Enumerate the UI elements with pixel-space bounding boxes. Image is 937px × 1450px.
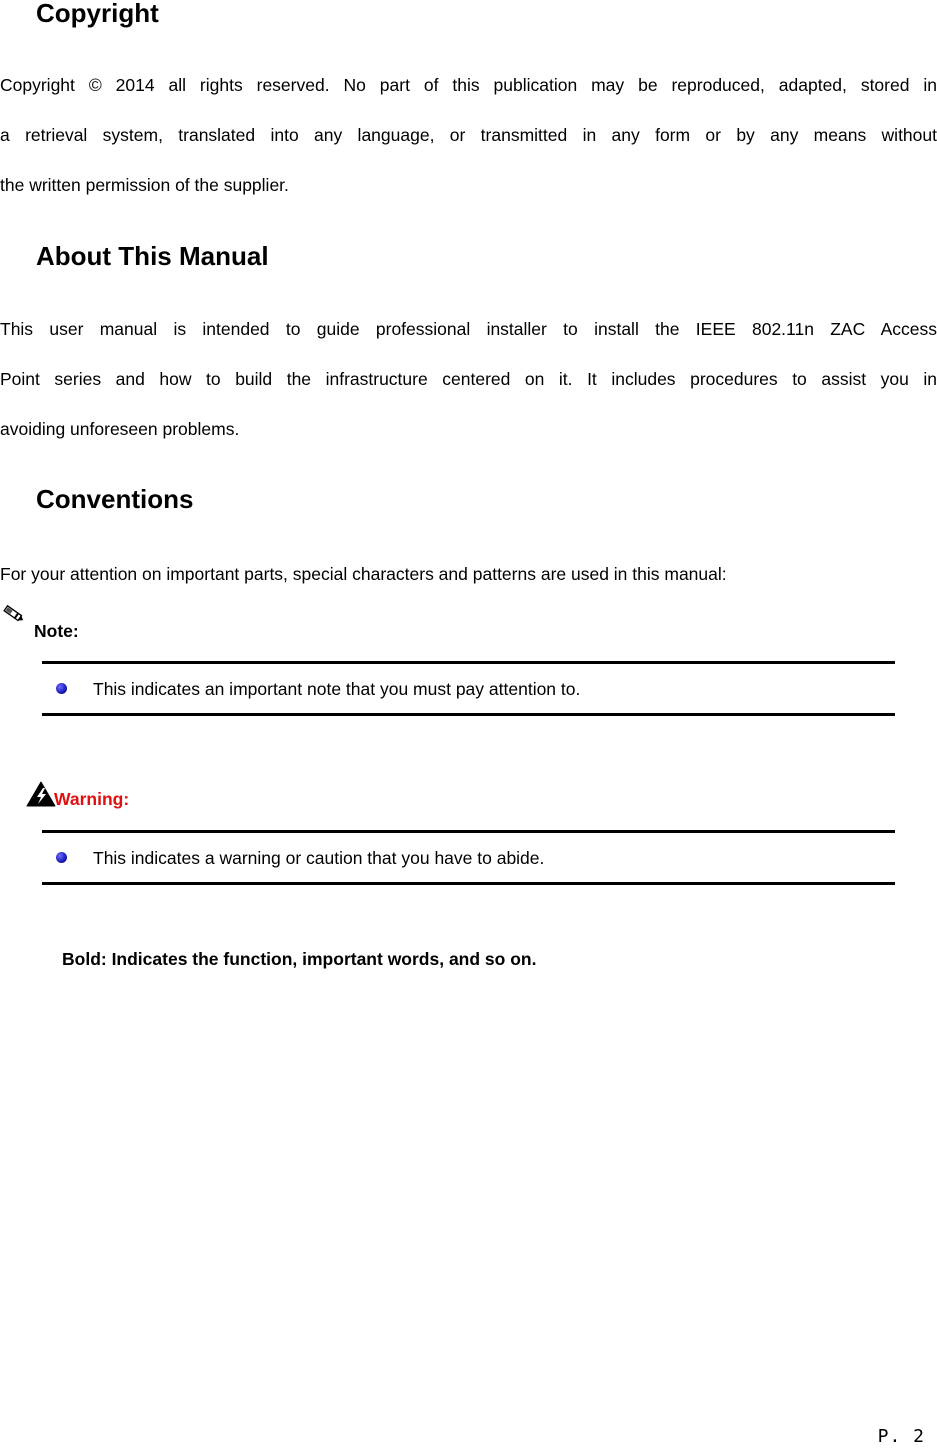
note-label: Note:	[34, 621, 79, 641]
bullet-icon	[56, 683, 67, 694]
bold-convention-note: Bold: Indicates the function, important words, and so on.	[62, 949, 537, 969]
about-heading: About This Manual	[36, 241, 269, 271]
note-box	[42, 661, 895, 716]
warning-text: This indicates a warning or caution that you have to abide.	[93, 848, 545, 868]
bullet-icon	[56, 852, 67, 863]
warning-box	[42, 830, 895, 885]
about-paragraph	[0, 304, 937, 454]
page-number: P. 2	[877, 1426, 925, 1447]
note-text: This indicates an important note that you must pay attention to.	[93, 679, 581, 699]
warning-label: Warning:	[54, 789, 130, 809]
about-line-2: Point series and how to build the infrastructure centered on it. It includes procedures to assist you in	[0, 369, 937, 389]
copyright-line-2: a retrieval system, translated into any language, or transmitted in any form or by any means without	[0, 125, 937, 145]
conventions-intro-text: For your attention on important parts, special characters and patterns are used in this manual:	[0, 564, 727, 584]
about-line-3: avoiding unforeseen problems.	[0, 419, 240, 439]
pencil-icon	[2, 603, 26, 625]
copyright-line-3: the written permission of the supplier.	[0, 175, 289, 195]
conventions-intro	[0, 549, 937, 599]
conventions-heading: Conventions	[36, 484, 194, 514]
copyright-line-1: Copyright © 2014 all rights reserved. No part of this publication may be reproduced, adapted, stored in	[0, 75, 937, 95]
copyright-heading: Copyright	[36, 0, 159, 28]
about-line-1: This user manual is intended to guide professional installer to install the IEEE 802.11n ZAC Access	[0, 319, 937, 339]
copyright-paragraph	[0, 60, 937, 210]
warning-lightning-icon	[26, 781, 56, 807]
